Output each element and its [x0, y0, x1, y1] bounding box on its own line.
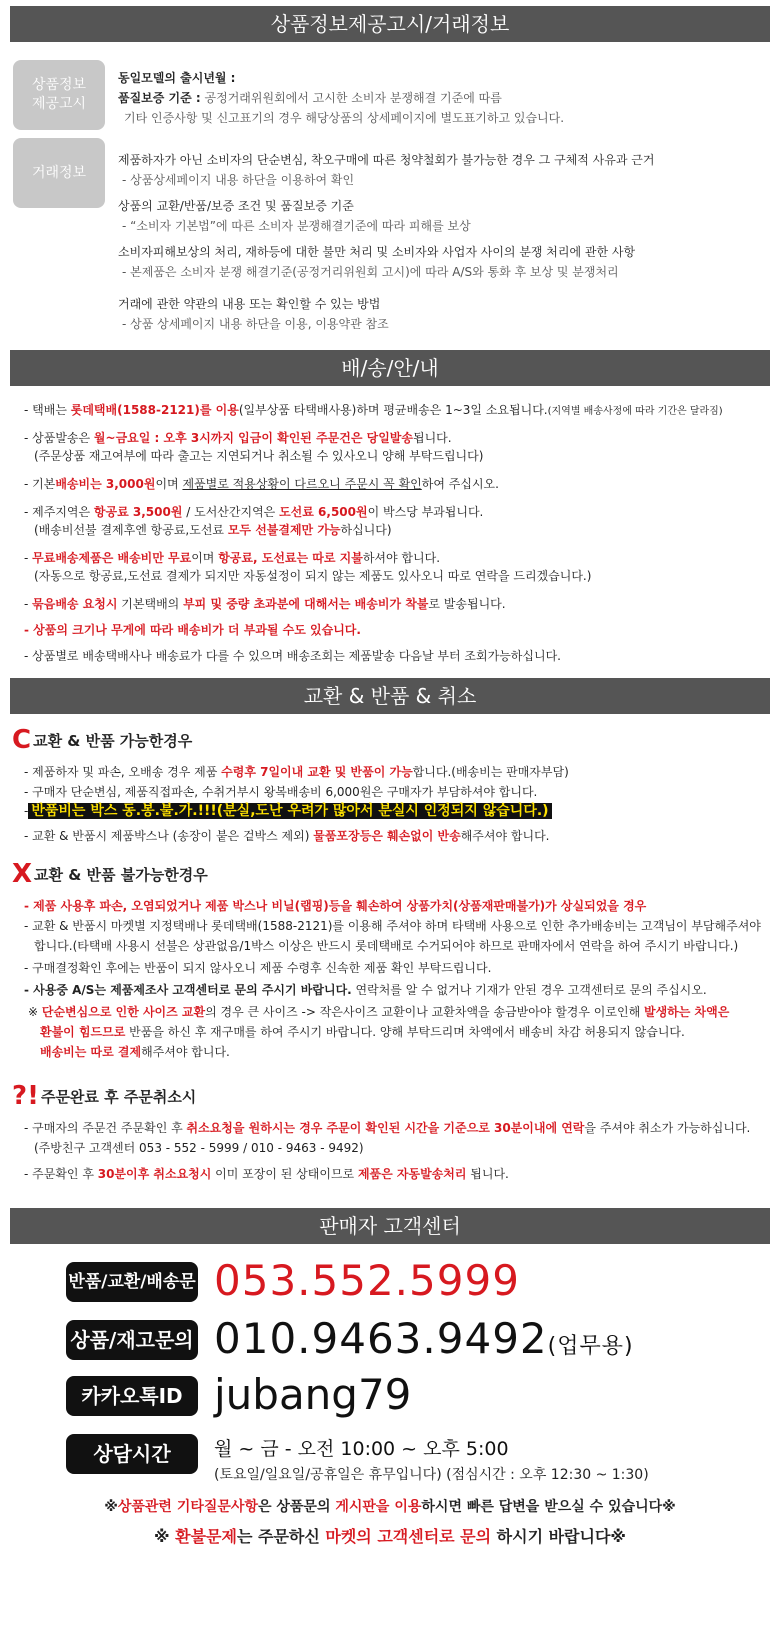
product-info-label: 상품정보 제공고시 — [13, 60, 105, 130]
trade-info-label: 거래정보 — [13, 138, 105, 208]
shipping-line-3: - 기본배송비는 3,000원이며 제품별로 적용상황이 다르오니 주문시 꼭 확인하여 주십시오. — [24, 477, 499, 491]
exchange-no-5: ※ 단순변심으로 인한 사이즈 교환의 경우 큰 사이즈 -> 작은사이즈 교환이나 교환차액을 송금받아야 할경우 이로인해 발생하는 차액은 — [28, 1005, 730, 1019]
question-exclaim-icon: ?! — [12, 1081, 39, 1111]
exchange-no-2b: 합니다.(타택배 사용시 선불은 상관없음/1박스 이상은 반드시 롯데택배로 수거되어야 하므로 판매자에서 연락을 하여 주시기 바랍니다.) — [34, 939, 739, 953]
exchange-ok-2: - 구매자 단순변심, 제품직접파손, 수취거부시 왕복배송비 6,000원은 구매자가 부담하셔야 합니다. — [24, 785, 538, 799]
hours-pill: 상담시간 — [66, 1434, 198, 1474]
exchange-ok-4: - 교환 & 반품시 제품박스나 (송장이 붙은 겉박스 제외) 물품포장등은 훼손없이 반송해주셔야 합니다. — [24, 829, 550, 843]
center-section-title: 판매자 고객센터 — [10, 1208, 770, 1244]
stock-phone: 010.9463.9492(업무용) — [214, 1314, 634, 1363]
hours-note: (토요일/일요일/공휴일은 휴무입니다) (점심시간 : 오후 12:30 ~ 1:30) — [214, 1467, 649, 1483]
shipping-line-5b: (자동으로 항공료,도선료 결제가 되지만 자동설정이 되지 않는 제품도 있사오니 따로 연락을 드리겠습니다.) — [34, 569, 592, 583]
shipping-line-4b: (배송비선불 결제후엔 항공료,도선료 모두 선불결제만 가능하십니다) — [34, 523, 392, 537]
kakao-pill: 카카오톡ID — [66, 1376, 198, 1416]
kakao-id: jubang79 — [214, 1370, 412, 1419]
trade-item-1-sub: - 상품상세페이지 내용 하단을 이용하여 확인 — [122, 173, 355, 187]
shipping-line-6: - 묶음배송 요청시 기본택배의 부피 및 중량 초과분에 대해서는 배송비가 착불로 발송됩니다. — [24, 597, 506, 611]
exchange-no-5c: 배송비는 따로 결제해주셔야 합니다. — [40, 1045, 230, 1059]
trade-item-2-sub: - “소비자 기본법”에 따른 소비자 분쟁해결기준에 따라 피해를 보상 — [122, 219, 471, 233]
trade-item-4-sub: - 상품 상세페이지 내용 하단을 이용, 이용약관 참조 — [122, 317, 389, 331]
shipping-line-2b: (주문상품 재고여부에 따라 출고는 지연되거나 취소될 수 있사오니 양해 부탁드립니다) — [34, 449, 484, 463]
notice-1: ※상품관련 기타질문사항은 상품문의 게시판을 이용하시면 빠른 답변을 받으실 수 있습니다※ — [104, 1499, 676, 1515]
exchange-ok-heading: C 교환 & 반품 가능한경우 — [12, 725, 193, 755]
trade-item-2: 상품의 교환/반품/보증 조건 및 품질보증 기준 — [118, 199, 354, 213]
exchange-ok-1: - 제품하자 및 파손, 오배송 경우 제품 수령후 7일이내 교환 및 반품이 가능합니다.(배송비는 판매자부담) — [24, 765, 569, 779]
exchange-no-5b: 환불이 힘드므로 반품을 하신 후 재구매를 하여 주시기 바랍니다. 양해 부탁드리며 차액에서 배송비 차감 허용되지 않습니다. — [40, 1025, 685, 1039]
exchange-ok-3: - 반품비는 박스 동.봉.불.가.!!!(분실,도난 우려가 많아서 분실시 인정되지 않습니다.) — [24, 803, 552, 819]
hours-main: 월 ~ 금 - 오전 10:00 ~ 오후 5:00 — [214, 1438, 509, 1460]
x-icon: X — [12, 859, 33, 889]
cancel-line-1b: (주방친구 고객센터 053 - 552 - 5999 / 010 - 9463 - 9492) — [34, 1141, 364, 1155]
trade-item-3-sub: - 본제품은 소비자 분쟁 해결기준(공정거리위원회 고시)에 따라 A/S와 통화 후 보상 및 분쟁처리 — [122, 265, 619, 279]
info-section-title: 상품정보제공고시/거래정보 — [10, 6, 770, 42]
shipping-line-2: - 상품발송은 월~금요일 : 오후 3시까지 입금이 확인된 주문건은 당일발송됩니다. — [24, 431, 452, 445]
cancel-heading: ?! 주문완료 후 주문취소시 — [12, 1081, 197, 1111]
release-date: 동일모델의 출시년월 : — [118, 71, 236, 85]
trade-item-4: 거래에 관한 약관의 내용 또는 확인할 수 있는 방법 — [118, 297, 381, 311]
cancel-line-1: - 구매자의 주문건 주문확인 후 취소요청을 원하시는 경우 주문이 확인된 시간을 기준으로 30분이내에 연락을 주셔야 취소가 가능하십니다. — [24, 1121, 751, 1135]
warranty-line: 품질보증 기준 : 공정거래위원회에서 고시한 소비자 분쟁해결 기준에 따름 — [118, 91, 502, 105]
shipping-line-8: - 상품별로 배송택배사나 배송료가 다를 수 있으며 배송조회는 제품발송 다음날 부터 조회가능하십니다. — [24, 649, 561, 663]
returns-phone: 053.552.5999 — [214, 1256, 520, 1305]
check-c-icon: C — [12, 725, 32, 755]
shipping-line-7: - 상품의 크기나 무게에 따라 배송비가 더 부과될 수도 있습니다. — [24, 623, 361, 637]
cancel-line-2: - 주문확인 후 30분이후 취소요청시 이미 포장이 된 상태이므로 제품은 자동발송처리 됩니다. — [24, 1167, 509, 1181]
exchange-no-2: - 교환 & 반품시 마켓별 지정택배나 롯데택배(1588-2121)를 이용해 주셔야 하며 타택배 사용으로 인한 추가배송비는 고객님이 부담해주셔야 — [24, 919, 761, 933]
exchange-no-heading: X 교환 & 반품 불가능한경우 — [12, 859, 208, 889]
warranty-sub: 기타 인증사항 및 신고표기의 경우 해당상품의 상세페이지에 별도표기하고 있습니다. — [124, 111, 565, 125]
exchange-no-3: - 구매결정확인 후에는 반품이 되지 않사오니 제품 수령후 신속한 제품 확인 부탁드립니다. — [24, 961, 492, 975]
exchange-section-title: 교환 & 반품 & 취소 — [10, 678, 770, 714]
trade-item-1: 제품하자가 아닌 소비자의 단순변심, 착오구매에 따른 청약철회가 불가능한 경우 그 구체적 사유과 근거 — [118, 153, 655, 167]
notice-2: ※ 환불문제는 주문하신 마켓의 고객센터로 문의 하시기 바랍니다※ — [154, 1527, 626, 1546]
trade-item-3: 소비자피해보상의 처리, 재하등에 대한 불만 처리 및 소비자와 사업자 사이의 분쟁 처리에 관한 사항 — [118, 245, 636, 259]
exchange-no-4: - 사용중 A/S는 제품제조사 고객센터로 문의 주시기 바랍니다. 연락처를 알 수 없거나 기재가 안된 경우 고객센터로 문의 주십시오. — [24, 983, 707, 997]
shipping-line-5: - 무료배송제품은 배송비만 무료이며 항공료, 도선료는 따로 지불하셔야 합니다. — [24, 551, 441, 565]
stock-pill: 상품/재고문의 — [66, 1320, 198, 1360]
returns-pill: 반품/교환/배송문 — [66, 1262, 198, 1302]
exchange-no-1: - 제품 사용후 파손, 오염되었거나 제품 박스나 비닐(랩핑)등을 훼손하여 상품가치(상품재판매불가)가 상실되었을 경우 — [24, 899, 647, 913]
shipping-line-1: - 택배는 롯데택배(1588-2121)를 이용(일부상품 타택배사용)하며 평균배송은 1~3일 소요됩니다.(지역별 배송사정에 따라 기간은 달라짐) — [24, 403, 723, 417]
shipping-line-4: - 제주지역은 항공료 3,500원 / 도서산간지역은 도선료 6,500원이 박스당 부과됩니다. — [24, 505, 484, 519]
shipping-section-title: 배/송/안/내 — [10, 350, 770, 386]
